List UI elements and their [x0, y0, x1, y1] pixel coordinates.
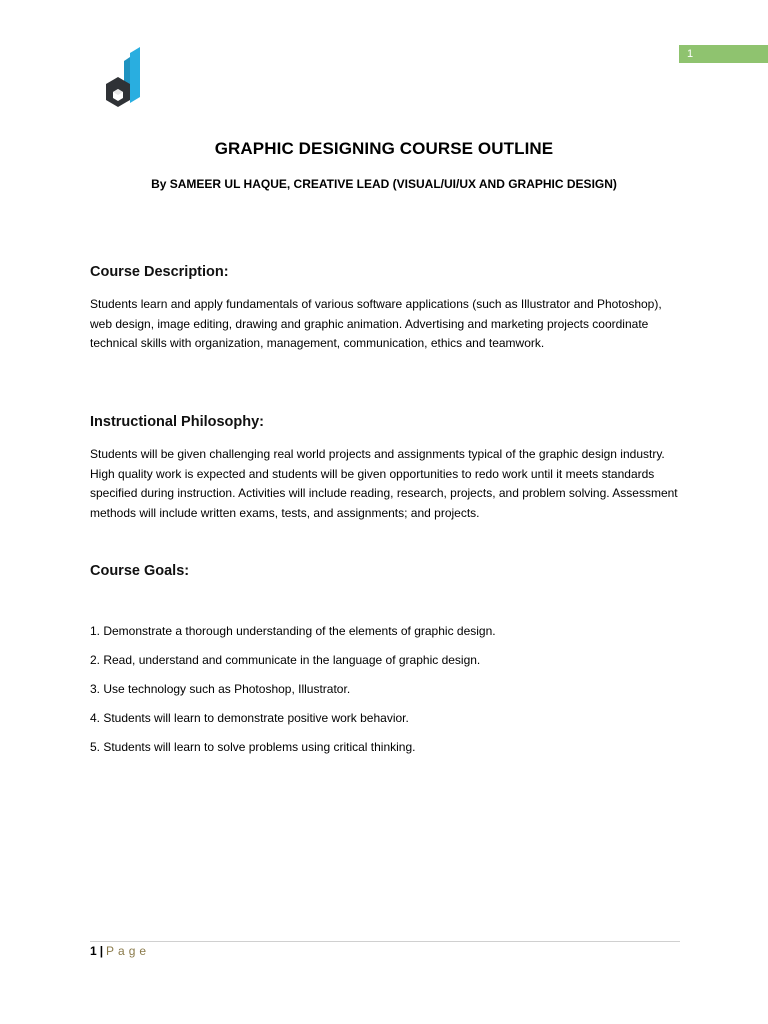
- course-goals-heading: Course Goals:: [90, 563, 190, 579]
- goal-item: 4. Students will learn to demonstrate positive work behavior.: [90, 711, 409, 725]
- goal-item: 5. Students will learn to solve problems using critical thinking.: [90, 740, 416, 754]
- goal-item: 3. Use technology such as Photoshop, Illustrator.: [90, 682, 351, 696]
- document-subtitle: By SAMEER UL HAQUE, CREATIVE LEAD (VISUAL/UI/UX AND GRAPHIC DESIGN): [151, 177, 617, 191]
- page-footer: [90, 944, 150, 958]
- goal-item: 1. Demonstrate a thorough understanding of the elements of graphic design.: [90, 624, 496, 638]
- course-description-body: Students learn and apply fundamentals of various software applications (such as Illustrator and Photoshop), web design, image editing, drawing and graphic animation. Advertising and marketing projects coordinate technical skills with organization, management, communication, ethics and teamwork.: [90, 297, 662, 350]
- goal-item: 2. Read, understand and communicate in the language of graphic design.: [90, 653, 481, 667]
- footer-page-number: 1: [90, 944, 97, 958]
- header-page-number-tab: [679, 45, 768, 63]
- footer-divider: [90, 941, 680, 942]
- footer-separator: |: [99, 944, 104, 958]
- course-description-heading: Course Description:: [90, 264, 229, 280]
- footer-page-label: Page: [106, 944, 151, 958]
- header-page-number: 1: [687, 48, 694, 60]
- d-cube-logo-icon: [100, 45, 144, 111]
- instructional-philosophy-body: Students will be given challenging real world projects and assignments typical of the graphic design industry. High quality work is expected and students will be given opportunities to redo work until it meets standards specified during instruction. Activities will include reading, research, projects, and problem solving. Assessment methods will include written exams, tests, and assignments; and projects.: [90, 447, 678, 520]
- instructional-philosophy-heading: Instructional Philosophy:: [90, 414, 265, 430]
- document-title: GRAPHIC DESIGNING COURSE OUTLINE: [214, 139, 554, 158]
